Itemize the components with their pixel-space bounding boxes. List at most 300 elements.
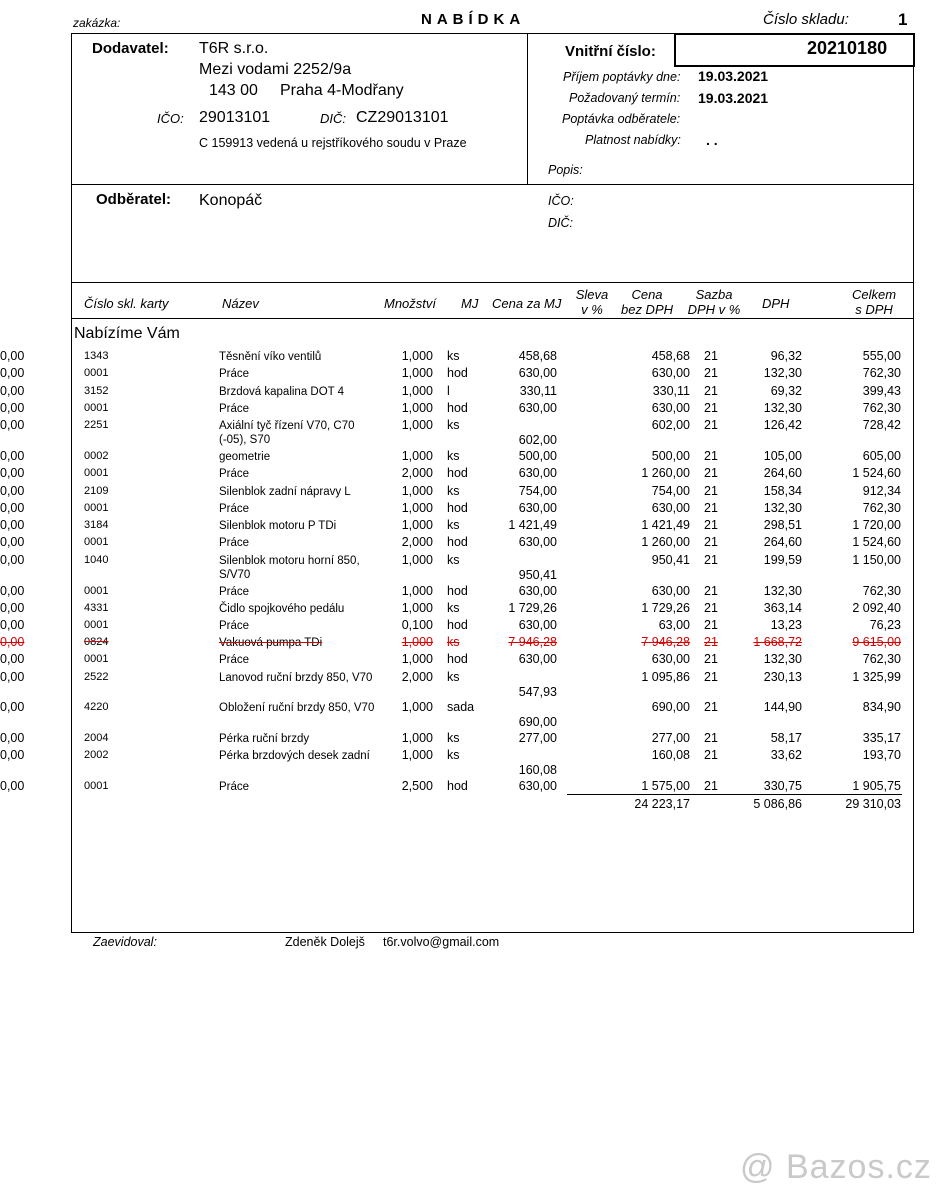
cell-price: 630,00 [518, 779, 557, 793]
cell-price: 458,68 [518, 349, 557, 363]
cell-price: 500,00 [518, 449, 557, 463]
table-row [0, 635, 939, 652]
cell-price: 630,00 [518, 466, 557, 480]
bazos-watermark: @ Bazos.cz [740, 1148, 932, 1186]
cell-total: 1 905,75 [852, 779, 901, 793]
cell-total: 762,30 [862, 401, 901, 415]
cell-total: 762,30 [862, 366, 901, 380]
cell-vat: 199,59 [763, 553, 802, 567]
cell-vat: 69,32 [770, 384, 802, 398]
cell-discount: 0,00 [0, 652, 25, 666]
cell-total: 762,30 [862, 584, 901, 598]
cell-rate: 21 [704, 384, 718, 398]
cell-base: 1 095,86 [641, 670, 690, 684]
warehouse-label: Číslo skladu: [763, 11, 849, 28]
cell-discount: 0,00 [0, 449, 25, 463]
internal-number-label: Vnitřní číslo: [565, 43, 656, 60]
cell-discount: 0,00 [0, 501, 25, 515]
cell-mj: hod [447, 779, 468, 793]
table-header-bottom-line [71, 318, 914, 319]
recorded-by: Zdeněk Dolejš [285, 935, 365, 949]
cell-qty: 1,000 [401, 366, 433, 380]
cell-qty: 1,000 [401, 484, 433, 498]
cell-total: 912,34 [862, 484, 901, 498]
cell-mj: hod [447, 618, 468, 632]
supplier-label: Dodavatel: [92, 40, 169, 57]
cell-total: 76,23 [869, 618, 901, 632]
cell-vat: 230,13 [763, 670, 802, 684]
cell-mj: ks [447, 601, 460, 615]
warehouse-number: 1 [898, 10, 908, 29]
cell-code: 0002 [84, 450, 109, 462]
cell-discount: 0,00 [0, 384, 25, 398]
col-header-base-line2: bez DPH [620, 302, 674, 317]
customer-dic-label: DIČ: [548, 216, 573, 230]
cell-discount: 0,00 [0, 553, 25, 567]
col-header-base [618, 287, 676, 317]
cell-code: 4220 [84, 701, 109, 713]
col-header-base-line1: Cena [631, 287, 663, 302]
cell-base: 690,00 [651, 700, 690, 714]
supplier-zip: 143 00 [209, 82, 258, 99]
cell-rate: 21 [704, 700, 718, 714]
cell-total: 762,30 [862, 501, 901, 515]
col-header-rate-line1: Sazba [695, 287, 733, 302]
customer-ico-label: IČO: [548, 194, 574, 208]
cell-rate: 21 [704, 535, 718, 549]
cell-name: Těsnění víko ventilů [219, 351, 322, 363]
cell-rate: 21 [704, 349, 718, 363]
cell-base: 63,00 [658, 618, 690, 632]
cell-base: 1 729,26 [641, 601, 690, 615]
cell-discount: 0,00 [0, 635, 25, 649]
table-row [0, 618, 939, 635]
col-header-vat: DPH [762, 296, 790, 311]
table-row [0, 466, 939, 483]
cell-name: Silenblok zadní nápravy L [219, 486, 351, 498]
cell-vat: 330,75 [763, 779, 802, 793]
table-row [0, 535, 939, 552]
cell-qty: 1,000 [401, 700, 433, 714]
col-header-mj: MJ [461, 296, 479, 311]
table-row [0, 384, 939, 401]
cell-code: 2522 [84, 671, 109, 683]
cell-code: 0001 [84, 367, 109, 379]
table-row [0, 501, 939, 518]
cell-mj: sada [447, 700, 475, 714]
cell-total: 1 720,00 [852, 518, 901, 532]
cell-code: 0001 [84, 653, 109, 665]
cell-base: 950,41 [651, 553, 690, 567]
cell-vat: 158,34 [763, 484, 802, 498]
col-header-code: Číslo skl. karty [84, 296, 169, 311]
table-row [0, 401, 939, 418]
table-row [0, 652, 939, 669]
cell-mj: hod [447, 366, 468, 380]
received-label: Příjem poptávky dne: [563, 70, 681, 84]
totals-line [567, 794, 902, 795]
table-row [0, 700, 939, 729]
cell-qty: 0,100 [401, 618, 433, 632]
supplier-ico-label: IČO: [157, 111, 184, 126]
total-vat: 5 086,86 [753, 797, 802, 811]
cell-base: 602,00 [651, 418, 690, 432]
cell-qty: 1,000 [401, 384, 433, 398]
cell-discount: 0,00 [0, 700, 25, 714]
cell-rate: 21 [704, 731, 718, 745]
cell-qty: 1,000 [401, 401, 433, 415]
order-label: zakázka: [73, 16, 121, 30]
cell-vat: 264,60 [763, 535, 802, 549]
cell-total: 2 092,40 [852, 601, 901, 615]
cell-name: Práce [219, 368, 250, 380]
cell-qty: 1,000 [401, 518, 433, 532]
cell-total: 9 615,00 [852, 635, 901, 649]
supplier-name: T6R s.r.o. [199, 40, 269, 57]
cell-mj: ks [447, 518, 460, 532]
cell-rate: 21 [704, 584, 718, 598]
required-date: 19.03.2021 [698, 90, 769, 106]
cell-total: 399,43 [862, 384, 901, 398]
received-date: 19.03.2021 [698, 68, 769, 84]
cell-vat: 58,17 [770, 731, 802, 745]
cell-total: 1 150,00 [852, 553, 901, 567]
cell-discount: 0,00 [0, 484, 25, 498]
validity-value: . . [706, 132, 718, 148]
cell-rate: 21 [704, 601, 718, 615]
col-header-discount-line1: Sleva [575, 287, 609, 302]
cell-price: 690,00 [518, 715, 557, 729]
cell-qty: 1,000 [401, 652, 433, 666]
cell-mj: ks [447, 731, 460, 745]
cell-total: 335,17 [862, 731, 901, 745]
col-header-price: Cena za MJ [492, 296, 562, 311]
cell-name: Lanovod ruční brzdy 850, V70 [219, 672, 373, 684]
email: t6r.volvo@gmail.com [383, 935, 500, 949]
cell-rate: 21 [704, 748, 718, 762]
customer-name: Konopáč [199, 192, 263, 209]
cell-discount: 0,00 [0, 779, 25, 793]
cell-code: 0001 [84, 536, 109, 548]
cell-total: 1 524,60 [852, 466, 901, 480]
supplier-street: Mezi vodami 2252/9a [199, 61, 352, 78]
cell-base: 630,00 [651, 652, 690, 666]
cell-rate: 21 [704, 553, 718, 567]
cell-discount: 0,00 [0, 349, 25, 363]
cell-mj: hod [447, 535, 468, 549]
cell-name: Axiální tyč řízení V70, C70 (-05), S70 [219, 420, 355, 446]
cell-name: Pérka brzdových desek zadní [219, 750, 370, 762]
cell-discount: 0,00 [0, 418, 25, 432]
cell-vat: 105,00 [763, 449, 802, 463]
cell-price: 630,00 [518, 366, 557, 380]
cell-base: 1 260,00 [641, 466, 690, 480]
description-label: Popis: [548, 163, 583, 177]
cell-code: 0001 [84, 502, 109, 514]
supplier-dic: CZ29013101 [356, 109, 449, 126]
table-row [0, 553, 939, 582]
validity-label: Platnost nabídky: [585, 133, 681, 147]
cell-vat: 1 668,72 [753, 635, 802, 649]
table-row [0, 418, 939, 447]
col-header-discount-line2: v % [581, 302, 603, 317]
cell-rate: 21 [704, 779, 718, 793]
cell-vat: 363,14 [763, 601, 802, 615]
col-header-total-line2: s DPH [855, 302, 893, 317]
table-row [0, 449, 939, 466]
cell-price: 630,00 [518, 584, 557, 598]
cell-name: Obložení ruční brzdy 850, V70 [219, 702, 375, 714]
cell-qty: 1,000 [401, 601, 433, 615]
cell-rate: 21 [704, 484, 718, 498]
cell-price: 7 946,28 [508, 635, 557, 649]
cell-code: 3152 [84, 385, 109, 397]
cell-qty: 1,000 [401, 449, 433, 463]
cell-vat: 33,62 [770, 748, 802, 762]
cell-price: 630,00 [518, 501, 557, 515]
cell-price: 630,00 [518, 535, 557, 549]
cell-price: 630,00 [518, 652, 557, 666]
cell-price: 277,00 [518, 731, 557, 745]
table-row [0, 584, 939, 601]
cell-code: 2004 [84, 732, 109, 744]
cell-qty: 1,000 [401, 553, 433, 567]
supplier-city: Praha 4-Modřany [280, 82, 404, 99]
cell-code: 3184 [84, 519, 109, 531]
cell-qty: 1,000 [401, 584, 433, 598]
table-row [0, 601, 939, 618]
col-header-qty: Množství [384, 296, 437, 311]
cell-price: 602,00 [518, 433, 557, 447]
cell-total: 728,42 [862, 418, 901, 432]
cell-code: 2002 [84, 749, 109, 761]
cell-qty: 1,000 [401, 501, 433, 515]
cell-price: 547,93 [518, 685, 557, 699]
cell-name: Silenblok motoru P TDi [219, 520, 337, 532]
cell-total: 834,90 [862, 700, 901, 714]
cell-name: Práce [219, 503, 250, 515]
col-header-rate-line2: DPH v % [687, 302, 741, 317]
cell-mj: l [447, 384, 450, 398]
cell-total: 605,00 [862, 449, 901, 463]
cell-price: 1 729,26 [508, 601, 557, 615]
cell-code: 0001 [84, 585, 109, 597]
cell-discount: 0,00 [0, 535, 25, 549]
cell-code: 0824 [84, 636, 109, 648]
cell-total: 762,30 [862, 652, 901, 666]
supplier-divider [71, 184, 914, 185]
cell-discount: 0,00 [0, 670, 25, 684]
cell-base: 1 421,49 [641, 518, 690, 532]
header-divider-vertical [527, 33, 528, 185]
table-row [0, 518, 939, 535]
cell-name: Práce [219, 654, 250, 666]
cell-code: 1343 [84, 350, 109, 362]
cell-rate: 21 [704, 449, 718, 463]
table-row [0, 748, 939, 777]
cell-total: 1 524,60 [852, 535, 901, 549]
cell-vat: 132,30 [763, 401, 802, 415]
cell-code: 2109 [84, 485, 109, 497]
supplier-ico: 29013101 [199, 109, 271, 126]
cell-mj: hod [447, 466, 468, 480]
cell-discount: 0,00 [0, 601, 25, 615]
cell-vat: 132,30 [763, 501, 802, 515]
cell-total: 193,70 [862, 748, 901, 762]
cell-code: 0001 [84, 619, 109, 631]
cell-qty: 1,000 [401, 748, 433, 762]
recorded-by-label: Zaevidoval: [93, 935, 157, 949]
cell-mj: hod [447, 501, 468, 515]
cell-mj: ks [447, 484, 460, 498]
cell-price: 160,08 [518, 763, 557, 777]
cell-name: Pérka ruční brzdy [219, 733, 310, 745]
col-header-discount [572, 287, 612, 317]
table-row [0, 670, 939, 699]
col-header-name: Název [222, 296, 259, 311]
col-header-total-line1: Celkem [851, 287, 897, 302]
table-row [0, 731, 939, 748]
cell-name: Práce [219, 586, 250, 598]
cell-mj: ks [447, 418, 460, 432]
total-with-vat: 29 310,03 [845, 797, 901, 811]
cell-rate: 21 [704, 466, 718, 480]
cell-mj: ks [447, 553, 460, 567]
cell-name: Silenblok motoru horní 850, S/V70 [219, 555, 360, 581]
cell-base: 500,00 [651, 449, 690, 463]
document-title: NABÍDKA [421, 11, 526, 28]
table-row [0, 484, 939, 501]
cell-code: 0001 [84, 467, 109, 479]
col-header-rate [684, 287, 744, 317]
cell-vat: 298,51 [763, 518, 802, 532]
cell-code: 0001 [84, 780, 109, 792]
table-row [0, 349, 939, 366]
cell-base: 630,00 [651, 366, 690, 380]
cell-name: Práce [219, 468, 250, 480]
cell-mj: ks [447, 449, 460, 463]
cell-code: 4331 [84, 602, 109, 614]
cell-price: 330,11 [519, 384, 557, 398]
cell-discount: 0,00 [0, 584, 25, 598]
cell-base: 330,11 [652, 384, 690, 398]
cell-mj: hod [447, 652, 468, 666]
cell-discount: 0,00 [0, 731, 25, 745]
cell-total: 555,00 [862, 349, 901, 363]
section-title: Nabízíme Vám [74, 325, 180, 342]
cell-qty: 1,000 [401, 418, 433, 432]
cell-base: 754,00 [651, 484, 690, 498]
cell-qty: 1,000 [401, 349, 433, 363]
customer-label: Odběratel: [96, 191, 172, 208]
cell-code: 2251 [84, 419, 109, 431]
supplier-register: C 159913 vedená u rejstříkového soudu v Praze [199, 136, 467, 150]
cell-total: 1 325,99 [852, 670, 901, 684]
cell-discount: 0,00 [0, 618, 25, 632]
cell-vat: 144,90 [763, 700, 802, 714]
cell-rate: 21 [704, 670, 718, 684]
cell-name: Práce [219, 781, 250, 793]
cell-mj: hod [447, 401, 468, 415]
cell-vat: 126,42 [763, 418, 802, 432]
cell-vat: 264,60 [763, 466, 802, 480]
cell-vat: 132,30 [763, 584, 802, 598]
cell-code: 0001 [84, 402, 109, 414]
cell-discount: 0,00 [0, 466, 25, 480]
supplier-dic-label: DIČ: [320, 111, 346, 126]
internal-number: 20210180 [807, 38, 888, 58]
cell-code: 1040 [84, 554, 109, 566]
customer-request-label: Poptávka odběratele: [562, 112, 681, 126]
cell-rate: 21 [704, 401, 718, 415]
cell-discount: 0,00 [0, 401, 25, 415]
table-row [0, 366, 939, 383]
cell-base: 630,00 [651, 584, 690, 598]
cell-base: 1 260,00 [641, 535, 690, 549]
cell-discount: 0,00 [0, 518, 25, 532]
cell-qty: 1,000 [401, 731, 433, 745]
cell-name: Čidlo spojkového pedálu [219, 603, 345, 615]
cell-mj: ks [447, 748, 460, 762]
cell-price: 950,41 [518, 568, 557, 582]
cell-base: 630,00 [651, 401, 690, 415]
cell-base: 1 575,00 [641, 779, 690, 793]
cell-rate: 21 [704, 366, 718, 380]
cell-qty: 2,000 [401, 535, 433, 549]
cell-base: 7 946,28 [641, 635, 690, 649]
cell-base: 160,08 [651, 748, 690, 762]
cell-rate: 21 [704, 418, 718, 432]
cell-qty: 1,000 [401, 635, 433, 649]
cell-qty: 2,000 [401, 670, 433, 684]
cell-qty: 2,500 [401, 779, 433, 793]
cell-name: Brzdová kapalina DOT 4 [219, 386, 345, 398]
cell-name: Práce [219, 620, 250, 632]
cell-rate: 21 [704, 635, 718, 649]
cell-vat: 96,32 [770, 349, 802, 363]
cell-mj: hod [447, 584, 468, 598]
total-base: 24 223,17 [634, 797, 690, 811]
cell-rate: 21 [704, 518, 718, 532]
cell-base: 277,00 [651, 731, 690, 745]
cell-vat: 132,30 [763, 366, 802, 380]
cell-base: 458,68 [651, 349, 690, 363]
table-header-top-line [71, 282, 914, 283]
cell-mj: ks [447, 349, 460, 363]
cell-discount: 0,00 [0, 366, 25, 380]
cell-price: 630,00 [518, 401, 557, 415]
cell-name: Vakuová pumpa TDi [219, 637, 323, 649]
cell-name: Práce [219, 537, 250, 549]
cell-rate: 21 [704, 652, 718, 666]
col-header-total [846, 287, 902, 317]
cell-name: geometrie [219, 451, 271, 463]
cell-price: 630,00 [518, 618, 557, 632]
cell-price: 1 421,49 [508, 518, 557, 532]
cell-qty: 2,000 [401, 466, 433, 480]
cell-mj: ks [447, 670, 460, 684]
required-label: Požadovaný termín: [569, 91, 681, 105]
cell-mj: ks [447, 635, 460, 649]
cell-price: 754,00 [518, 484, 557, 498]
cell-rate: 21 [704, 618, 718, 632]
cell-vat: 132,30 [763, 652, 802, 666]
cell-name: Práce [219, 403, 250, 415]
cell-rate: 21 [704, 501, 718, 515]
cell-base: 630,00 [651, 501, 690, 515]
cell-discount: 0,00 [0, 748, 25, 762]
cell-vat: 13,23 [770, 618, 802, 632]
